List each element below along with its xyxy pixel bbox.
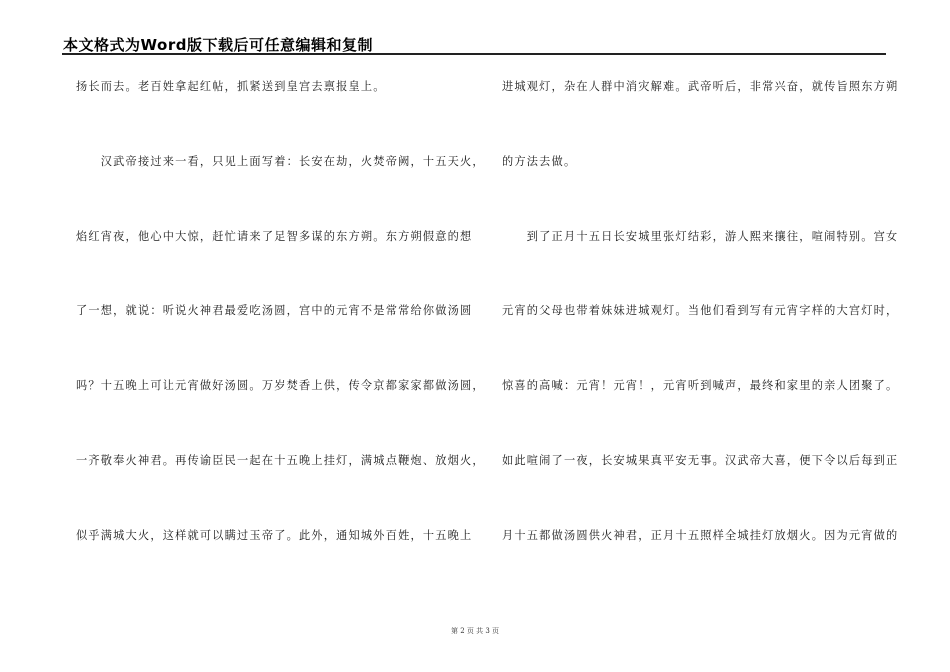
page-number-footer: 第 2 页 共 3 页: [450, 627, 500, 635]
paragraph-line: 了一想，就说：听说火神君最爱吃汤圆，宫中的元宵不是常常给你做汤圆: [76, 304, 473, 317]
paragraph-line: 扬长而去。老百姓拿起红帖，抓紧送到皇宫去禀报皇上。: [76, 80, 386, 93]
paragraph-line: 到了正月十五日长安城里张灯结彩，游人熙来攘往，喧闹特别。宫女: [502, 230, 899, 243]
header-divider: [62, 53, 886, 55]
paragraph-line: 如此喧闹了一夜，长安城果真平安无事。汉武帝大喜，便下令以后每到正: [502, 454, 899, 467]
paragraph-line: 的方法去做。: [502, 155, 577, 168]
page-header-title: 本文格式为Word版下载后可任意编辑和复制: [63, 36, 373, 54]
paragraph-line: 汉武帝接过来一看，只见上面写着：长安在劫，火焚帝阙，十五天火，: [76, 155, 485, 168]
paragraph-line: 惊喜的高喊：元宵！元宵！，元宵听到喊声，最终和家里的亲人团聚了。: [502, 379, 899, 392]
paragraph-line: 似乎满城大火，这样就可以瞒过玉帝了。此外，通知城外百姓，十五晚上: [76, 529, 473, 542]
paragraph-line: 元宵的父母也带着妹妹进城观灯。当他们看到写有元宵字样的大宫灯时，: [502, 304, 899, 317]
paragraph-line: 月十五都做汤圆供火神君，正月十五照样全城挂灯放烟火。因为元宵做的: [502, 529, 899, 542]
paragraph-line: 进城观灯，杂在人群中消灾解难。武帝听后，非常兴奋，就传旨照东方朔: [502, 80, 899, 93]
paragraph-line: 焰红宵夜，他心中大惊，赶忙请来了足智多谋的东方朔。东方朔假意的想: [76, 230, 473, 243]
paragraph-line: 吗？十五晚上可让元宵做好汤圆。万岁焚香上供，传令京都家家都做汤圆，: [76, 379, 485, 392]
paragraph-line: 一齐敬奉火神君。再传谕臣民一起在十五晚上挂灯，满城点鞭炮、放烟火，: [76, 454, 485, 467]
